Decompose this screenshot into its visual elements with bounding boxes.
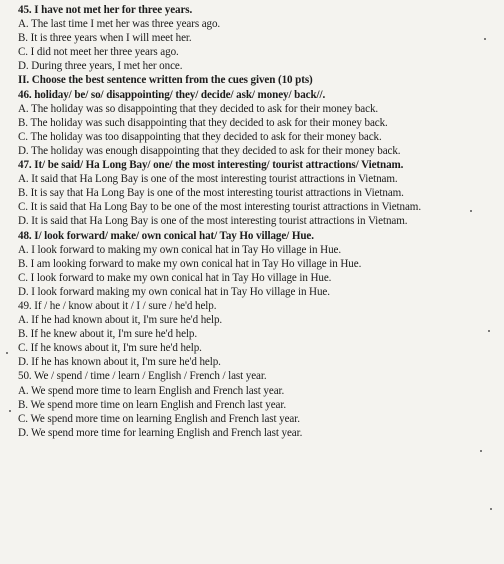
question-heading: 47. It/ be said/ Ha Long Bay/ one/ the most interesting/ tourist attractions/ Vietnam.: [18, 159, 404, 172]
answer-option: A. It said that Ha Long Bay is one of the most interesting tourist attractions in Vietnam.: [18, 173, 398, 186]
answer-option: D. We spend more time for learning English and French last year.: [18, 426, 303, 439]
answer-option: A. I look forward to making my own conical hat in Tay Ho village in Hue.: [18, 243, 342, 256]
question-heading: 46. holiday/ be/ so/ disappointing/ they/ decide/ ask/ money/ back//.: [18, 88, 326, 101]
question-heading: 45. I have not met her for three years.: [18, 4, 193, 16]
answer-option: C. I did not meet her three years ago.: [18, 46, 179, 59]
answer-option: D. During three years, I met her once.: [18, 60, 183, 73]
answer-option: C. It is said that Ha Long Bay to be one of the most interesting tourist attractions in Vietnam.: [18, 201, 422, 214]
answer-option: A. The last time I met her was three years ago.: [18, 18, 221, 31]
answer-option: C. I look forward to make my own conical hat in Tay Ho village in Hue.: [18, 271, 332, 284]
scan-speck: [470, 210, 472, 212]
answer-option: B. It is three years when I will meet her.: [18, 32, 192, 45]
answer-option: C. The holiday was too disappointing that they decided to ask for their money back.: [18, 130, 382, 143]
scan-speck: [488, 330, 490, 332]
exam-text: [18, 3, 498, 440]
answer-option: D. It is said that Ha Long Bay is one of the most interesting tourist attractions in Vietnam.: [18, 215, 408, 228]
answer-option: B. It is say that Ha Long Bay is one of the most interesting tourist attractions in Vietnam.: [18, 187, 404, 200]
answer-option: D. The holiday was enough disappointing that they decided to ask for their money back.: [18, 144, 401, 157]
section-heading: II. Choose the best sentence written from the cues given (10 pts): [18, 74, 313, 87]
answer-option: D. If he has known about it, I'm sure he'd help.: [18, 356, 221, 369]
answer-option: C. If he knows about it, I'm sure he'd help.: [18, 342, 202, 355]
answer-option: D. I look forward making my own conical hat in Tay Ho village in Hue.: [18, 285, 330, 298]
answer-option: A. We spend more time to learn English and French last year.: [18, 384, 285, 397]
answer-option: A. The holiday was so disappointing that they decided to ask for their money back.: [18, 102, 379, 115]
answer-option: B. The holiday was such disappointing that they decided to ask for their money back.: [18, 116, 388, 129]
scan-speck: [480, 450, 482, 452]
scan-speck: [490, 508, 492, 510]
answer-option: B. We spend more time on learn English and French last year.: [18, 398, 287, 411]
question-heading: 48. I/ look forward/ make/ own conical hat/ Tay Ho village/ Hue.: [18, 229, 314, 242]
scan-speck: [484, 38, 486, 40]
answer-option: B. If he knew about it, I'm sure he'd help.: [18, 328, 198, 341]
question-cue: 49. If / he / know about it / I / sure / he'd help.: [18, 299, 217, 312]
scan-speck: [6, 352, 8, 354]
answer-option: C. We spend more time on learning English and French last year.: [18, 412, 300, 425]
scan-speck: [9, 410, 11, 412]
question-cue: 50. We / spend / time / learn / English / French / last year.: [18, 370, 267, 383]
answer-option: A. If he had known about it, I'm sure he'd help.: [18, 314, 223, 327]
answer-option: B. I am looking forward to make my own conical hat in Tay Ho village in Hue.: [18, 257, 362, 270]
